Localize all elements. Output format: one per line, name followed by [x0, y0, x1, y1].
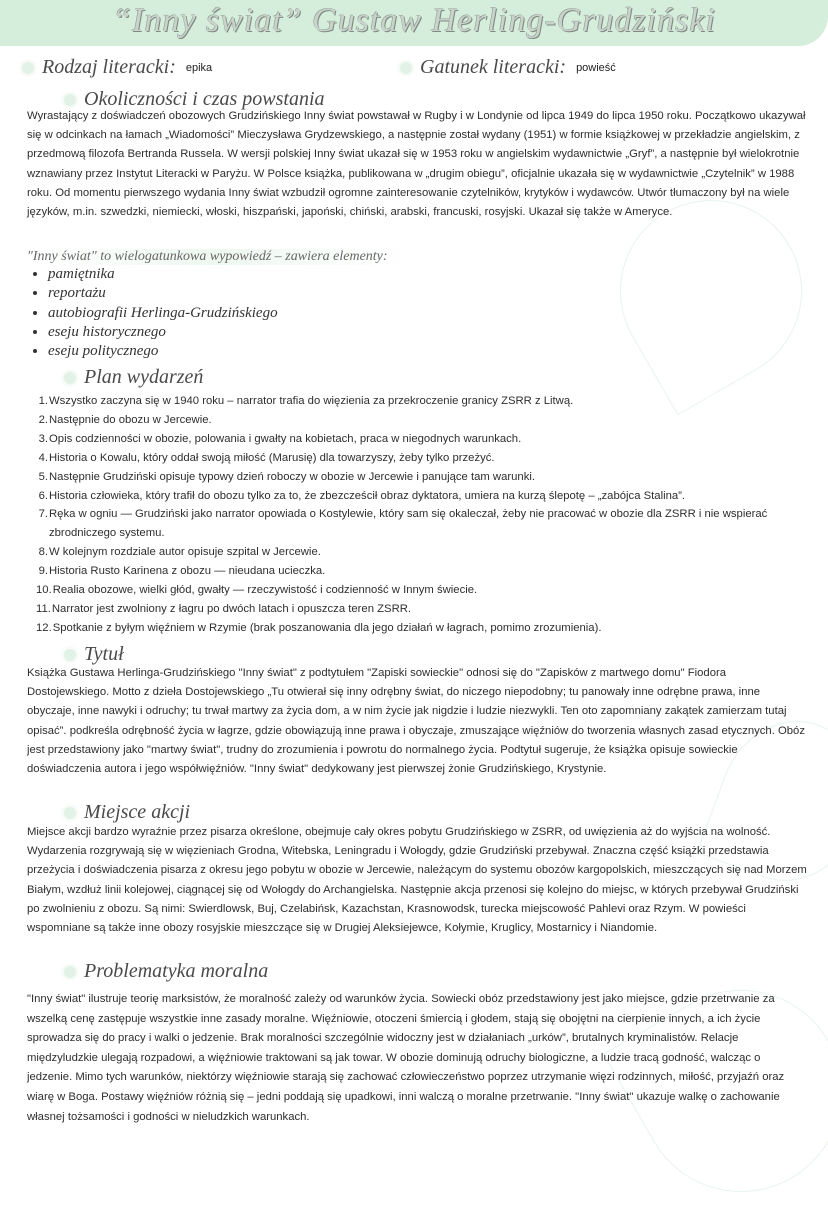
gatunek-value: powieść: [576, 62, 616, 75]
list-item: • autobiografii Herlinga-Grudzińskiego: [48, 304, 278, 323]
miejsce-paragraph: Miejsce akcji bardzo wyraźnie przez pisarza określone, obejmuje cały okres pobytu Grudzińskiego w ZSRR, od uwięzienia aż do wyjścia na wolność. Wydarzenia rozgrywają się w więzieniach Grodna, Witebska, Leningradu i Wołogdy, gdzie Grudziński przebywał. Znaczna część książki przedstawia przeżycia i doświadczenia pisarza z okresu jego pobytu w obozie w Jercewie, należącym do systemu obozów kargopolskich, mieszczących się nad Morzem Białym, wzdłuż linii kolejowej, ciągnącej się od Wołogdy do Archangielska. Następnie akcja przenosi się kolejno do miejsc, w których przebywał Grudziński po zwolnieniu z obozu. Są nimi: Swierdlowsk, Buj, Czelabińsk, Kazachstan, Krasnowodsk, turecka miejscowość Pahlevi oraz Rzym. W powieści wspomniane są także inne obozy rosyjskie mieszczące się w Drugiej Aleksiejewce, Kołymie, Kruglicy, Mostarnicy i Niandomie.: [27, 826, 807, 935]
plan-item: [36, 600, 806, 619]
plan-item-text: Spotkanie z byłym więźniem w Rzymie (brak poszanowania dla jego działań w łagrach, pomimo zrozumienia).: [52, 621, 602, 634]
heading-text: Plan wydarzeń: [84, 366, 204, 388]
plan-item-number: 4.: [38, 451, 48, 464]
plan-list: [36, 392, 806, 638]
plan-item-number: 7.: [38, 508, 48, 521]
okolicznosci-paragraph: Wyrastający z doświadczeń obozowych Grudzińskiego Inny świat powstawał w Rugby i w Londynie od lipca 1949 do lipca 1950 roku. Początkowo ukazywał się w odcinkach na łamach „Wiadomości” Mieczysława Grydzewskiego, a następnie został wydany (1951) w formie książkowej w przekładzie angielskim, z przedmową filozofa Bertranda Russela. W wersji polskiej Inny świat ukazał się w 1953 roku w angielskim wydawnictwie „Gryf”, a następnie był wielokrotnie wznawiany przez Instytut Literacki w Paryżu. W Polsce książka, publikowana w „drugim obiegu”, oficjalnie ukazała się w wydawnictwie „Czytelnik” w 1988 roku. Od momentu pierwszego wydania Inny świat wzbudził ogromne zainteresowanie czytelników, krytyków i wydawców. Utwór tłumaczony był na wiele języków, m.in. szwedzki, niemiecki, włoski, hiszpański, japoński, chiński, arabski, francuski, rosyjski. Ukazał się także w Ameryce.: [27, 110, 806, 219]
list-item: • pamiętnika: [48, 265, 278, 284]
rodzaj-literacki: [22, 56, 212, 79]
plan-item-text: Następnie do obozu w Jercewie.: [49, 413, 212, 426]
section-heading-problematyka: [64, 960, 268, 983]
plan-item-number: 10.: [36, 584, 52, 597]
heading-text: Tytuł: [84, 643, 124, 665]
section-heading-miejsce: [64, 801, 190, 824]
bullet-dot-icon: [64, 807, 76, 819]
plan-item-text: Realia obozowe, wielki głód, gwałty — rzeczywistość i codzienność w Innym świecie.: [52, 584, 478, 597]
bullet-dot-icon: [64, 966, 76, 978]
plan-item: [36, 392, 806, 411]
plan-item: [36, 411, 806, 430]
plan-item-number: 1.: [38, 395, 48, 407]
bullet-dot-icon: [22, 62, 34, 74]
plan-item: [36, 449, 806, 468]
plan-item-number: 11.: [36, 602, 51, 615]
plan-item-text: Historia człowieka, który trafił do obozu tylko za to, że zbezcześcił obraz dyktatora, umiera na kurzą ślepotę – „zabójca Stalina”.: [49, 489, 686, 502]
list-item: • eseju politycznego: [48, 342, 278, 361]
plan-item: [36, 430, 806, 449]
plan-item-number: 8.: [38, 546, 48, 559]
elementy-list: [30, 265, 278, 361]
plan-item-text: Opis codzienności w obozie, polowania i gwałty na kobietach, praca w niegodnych warunkach.: [49, 432, 522, 445]
plan-item: [36, 581, 806, 600]
bullet-dot-icon: [64, 372, 76, 384]
plan-item-text: Narrator jest zwolniony z łagru po dwóch latach i opuszcza teren ZSRR.: [51, 602, 412, 615]
bullet-dot-icon: [400, 62, 412, 74]
plan-item: [36, 543, 806, 562]
plan-item-text: Historia Rusto Karinena z obozu — nieudana ucieczka.: [49, 565, 326, 578]
plan-item-number: 3.: [38, 432, 48, 445]
plan-item: [36, 505, 806, 543]
gatunek-label: Gatunek literacki:: [420, 56, 567, 78]
section-heading-plan: [64, 366, 203, 389]
plan-item: [36, 468, 806, 487]
plan-item-text: Historia o Kowalu, który oddał swoją miłość (Marusię) dla towarzyszy, żeby tylko przeżyć.: [49, 451, 495, 464]
plan-item-text: Wszystko zaczyna się w 1940 roku – narrator trafia do więzienia za przekroczenie granicy ZSRR z Litwą.: [49, 395, 574, 407]
plan-item: [36, 619, 806, 638]
plan-item-number: 6.: [38, 489, 48, 502]
heading-text: Okoliczności i czas powstania: [84, 88, 325, 110]
page-title: “Inny świat” Gustaw Herling-Grudziński: [112, 2, 716, 39]
bullet-dot-icon: [64, 649, 76, 661]
list-item: • eseju historycznego: [48, 323, 278, 342]
plan-item-number: 12.: [36, 621, 52, 634]
section-heading-tytul: [64, 643, 124, 666]
plan-item: [36, 487, 806, 506]
tytul-paragraph: Książka Gustawa Herlinga-Grudzińskiego "Inny świat" z podtytułem "Zapiski sowieckie" odnosi się do "Zapisków z martwego domu" Fiodora Dostojewskiego. Motto z dzieła Dostojewskiego „Tu otwierał się inny odrębny świat, do niczego niepodobny; tu panowały inne odrębne prawa, inne obyczaje, inne nawyki i odruchy; tu trwał martwy za życia dom, a w nim życie jak nigdzie i ludzie niezwykli. Ten oto zapomniany zakątek zamierzam tutaj opisać”. podkreśla odrębność życia w łagrze, gdzie obowiązują inne prawa i obyczaje, zmuszające więźniów do tworzenia własnych zasad etycznych. Obóz jest przedstawiony jako "martwy świat", trudny do zrozumienia i powrotu do normalnego życia. Podtytuł sugeruje, że książka opisuje sowieckie doświadczenia autora i jego współwięźniów. "Inny świat" dedykowany jest pierwszej żonie Grudzińskiego, Krystynie.: [27, 667, 805, 776]
plan-item-text: W kolejnym rozdziale autor opisuje szpital w Jercewie.: [49, 546, 321, 559]
list-item: • reportażu: [48, 284, 278, 303]
problematyka-paragraph: "Inny świat" ilustruje teorię marksistów, że moralność zależy od warunków życia. Sowiecki obóz przedstawiony jest jako miejsce, gdzie przetrwanie za wszelką cenę zastępuje wszystkie inne zasady moralne. Więźniowie, otoczeni śmiercią i głodem, stają się obojętni na cierpienie innych, a ich życie sprowadza się do pracy i walki o jedzenie. Brak moralności szczególnie widoczny jest w działaniach „urków”, brutalnych kryminalistów. Relacje międzyludzkie ulegają rozpadowi, a więźniowie traktowani są jak towar. W obozie dominują odruchy biologiczne, a ludzie tracą godność, walcząc o jedzenie. Mimo tych warunków, niektórzy więźniowie starają się zachować człowieczeństwo poprzez utrzymanie więzi rodzinnych, miłość, przyjaźń oraz wiarę w Boga. Postawy więźniów różnią się – jedni poddają się upadkowi, inni walczą o moralne przetrwanie. "Inny świat" ukazuje walkę o zachowanie własnej tożsamości i godności w nieludzkich warunkach.: [27, 993, 785, 1123]
elementy-heading: "Inny świat" to wielogatunkowa wypowiedź – zawiera elementy:: [27, 249, 408, 265]
rodzaj-value: epika: [185, 62, 213, 75]
plan-item-number: 9.: [38, 565, 48, 578]
heading-text: Miejsce akcji: [84, 801, 191, 823]
gatunek-literacki: [400, 56, 616, 79]
heading-text: Problematyka moralna: [84, 960, 269, 982]
plan-item-number: 5.: [38, 470, 48, 483]
plan-item-number: 2.: [38, 413, 48, 426]
bullet-dot-icon: [64, 94, 76, 106]
rodzaj-label: Rodzaj literacki:: [42, 56, 176, 78]
plan-item-text: Ręka w ogniu — Grudziński jako narrator opowiada o Kostylewie, który sam się okaleczał, żeby nie pracować w obozie dla ZSRR i nie wspierać zbrodniczego systemu.: [49, 508, 768, 540]
plan-item-text: Następnie Grudziński opisuje typowy dzień roboczy w obozie w Jercewie i panujące tam warunki.: [49, 470, 535, 483]
plan-item: [36, 562, 806, 581]
